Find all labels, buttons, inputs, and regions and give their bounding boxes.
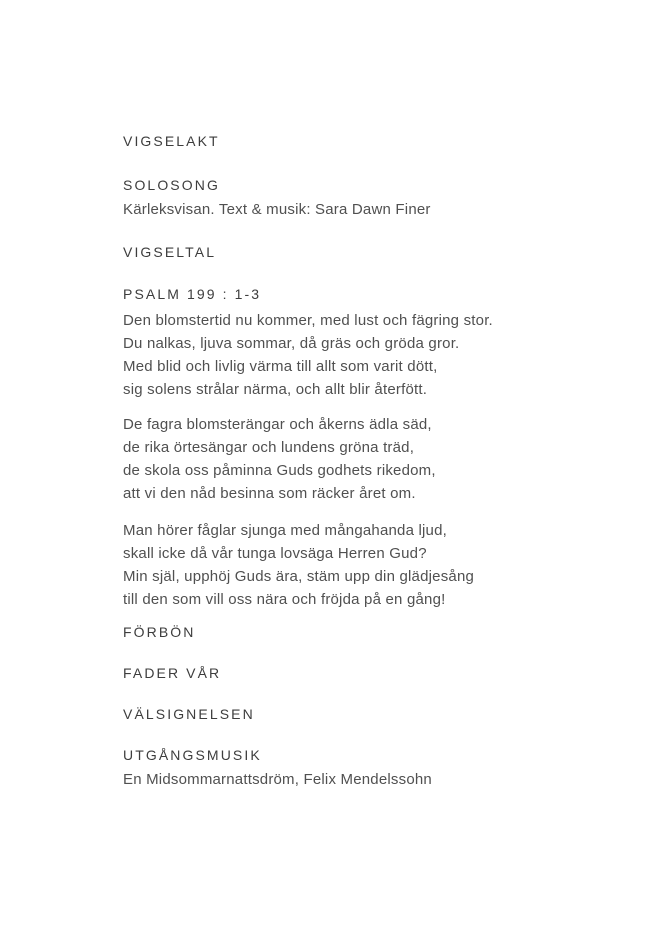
psalm-line: sig solens strålar närma, och allt blir återfött.: [123, 381, 428, 398]
solosong-description: Kärleksvisan. Text & musik: Sara Dawn Finer: [123, 201, 431, 218]
section-heading-forbon: FÖRBÖN: [123, 624, 196, 640]
psalm-line: Med blid och livlig värma till allt som varit dött,: [123, 358, 438, 375]
section-heading-psalm: PSALM 199 : 1-3: [123, 286, 262, 302]
psalm-line: Man hörer fåglar sjunga med mångahanda ljud,: [123, 522, 447, 539]
section-heading-utgangsmusik: UTGÅNGSMUSIK: [123, 747, 262, 763]
page-title: VIGSELAKT: [123, 133, 220, 149]
psalm-stanza-3: [123, 519, 629, 611]
psalm-line: Du nalkas, ljuva sommar, då gräs och gröda gror.: [123, 335, 460, 352]
psalm-line: Min själ, upphöj Guds ära, stäm upp din glädjesång: [123, 568, 475, 585]
psalm-line: De fagra blomsterängar och åkerns ädla säd,: [123, 416, 432, 433]
utgangsmusik-description: En Midsommarnattsdröm, Felix Mendelssohn: [123, 771, 432, 788]
psalm-line: att vi den nåd besinna som räcker året om.: [123, 485, 416, 502]
section-heading-vigseltal: VIGSELTAL: [123, 244, 217, 260]
psalm-line: Den blomstertid nu kommer, med lust och fägring stor.: [123, 312, 493, 329]
psalm-stanza-2: [123, 413, 629, 505]
section-heading-solosong: SOLOSONG: [123, 177, 220, 193]
psalm-line: de rika örtesängar och lundens gröna träd,: [123, 439, 415, 456]
section-heading-valsignelsen: VÄLSIGNELSEN: [123, 706, 255, 722]
psalm-line: skall icke då vår tunga lovsäga Herren Gud?: [123, 545, 427, 562]
psalm-stanza-1: [123, 309, 629, 401]
psalm-line: till den som vill oss nära och fröjda på en gång!: [123, 591, 446, 608]
psalm-line: de skola oss påminna Guds godhets rikedom,: [123, 462, 436, 479]
section-heading-fadervar: FADER VÅR: [123, 665, 222, 681]
